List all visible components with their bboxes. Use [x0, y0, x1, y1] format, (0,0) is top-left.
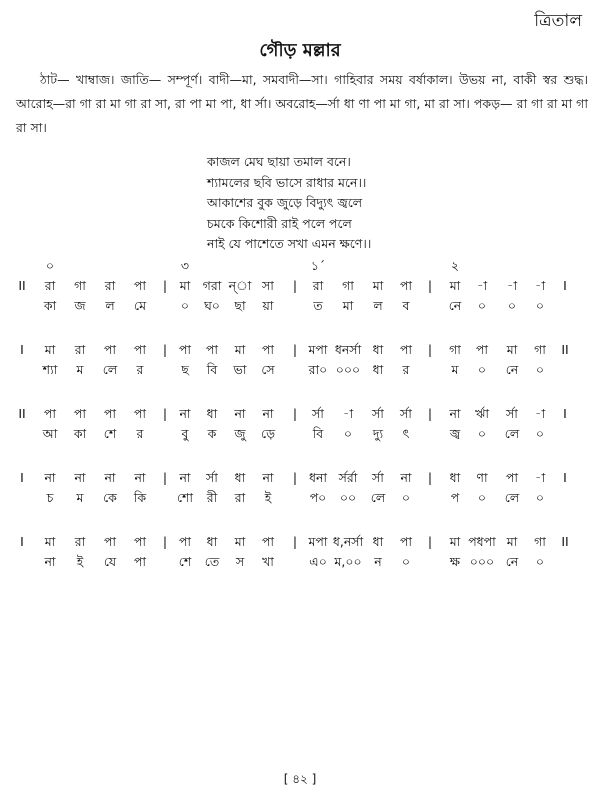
vibhag-divider: |	[162, 470, 168, 485]
vibhag-divider: |	[427, 278, 433, 293]
bol-syllable: শো	[176, 490, 194, 505]
bol-syllable: জু	[234, 426, 246, 441]
swar-note: গা	[534, 342, 546, 357]
bol-syllable: দ্যু	[372, 426, 384, 441]
bol-syllable: ০০০	[335, 362, 361, 377]
bol-syllable: র	[136, 362, 144, 377]
swar-row	[0, 342, 600, 362]
swar-row	[0, 470, 600, 490]
bol-syllable: তে	[204, 554, 220, 569]
vibhag-divider: |	[292, 278, 298, 293]
bol-syllable: চ	[46, 490, 54, 505]
swar-note: পা	[261, 534, 275, 549]
bol-syllable: বি	[312, 426, 324, 441]
swar-note: -া	[476, 278, 488, 293]
bol-syllable: নে	[505, 554, 519, 569]
bol-syllable: ব	[402, 298, 410, 313]
bol-syllable: নে	[505, 362, 519, 377]
swar-note: পা	[103, 406, 117, 421]
bol-syllable: র	[402, 362, 410, 377]
swar-note: না	[234, 406, 246, 421]
raga-description: ঠাট— খাম্বাজ। জাতি— সম্পূর্ণ। বাদী—মা, সমবাদী—সা। গাহিবার সময় বর্ষাকাল। উভয় না, বাকী স্বর শুদ্ধ। আরোহ—রা গা রা মা গা রা সা, রা পা মা পা, ধা র্সা। অবরোহ—র্সা ধা ণা পা মা গা, মা রা সা। পকড়— রা গা রা মা গা রা সা।	[16, 72, 588, 135]
vibhag-divider: |	[292, 534, 298, 549]
swar-note: পা	[178, 534, 192, 549]
bol-syllable: ভা	[233, 362, 247, 377]
swar-note: সা	[262, 278, 274, 293]
bol-syllable: ০	[535, 554, 545, 569]
swar-note: না	[262, 470, 274, 485]
swar-note: গা	[534, 534, 546, 549]
swar-note: মপা	[308, 342, 328, 357]
swar-note: মা	[372, 278, 384, 293]
bar-marker: I	[563, 278, 567, 293]
bol-syllable: র	[136, 426, 144, 441]
swar-note: মা	[234, 534, 246, 549]
swar-note: র্সা	[312, 406, 324, 421]
bol-syllable: ০	[477, 362, 487, 377]
swar-note: না	[134, 470, 146, 485]
bol-syllable: য়া	[262, 298, 274, 313]
swar-note: মা	[506, 342, 518, 357]
swar-note: না	[104, 470, 116, 485]
taal-label: ত্রিতাল	[534, 11, 582, 31]
bar-marker: II	[18, 278, 26, 293]
bol-syllable: ল	[105, 298, 115, 313]
swar-note: পা	[475, 342, 489, 357]
bol-syllable: ছা	[234, 298, 246, 313]
swar-note: ধা	[449, 470, 461, 485]
bol-syllable: ছ	[181, 362, 189, 377]
bol-syllable: ০	[535, 298, 545, 313]
lyric-line: শ্যামলের ছবি ভাসে রাধার মনে।।	[207, 174, 367, 190]
vibhag-divider: |	[292, 470, 298, 485]
swar-note: -া	[534, 278, 546, 293]
beat-marker: ১ˊ	[310, 258, 326, 273]
bol-syllable: আ	[42, 426, 58, 441]
swar-note: মা	[506, 534, 518, 549]
swar-note: পা	[133, 342, 147, 357]
bol-syllable: ০	[535, 490, 545, 505]
bol-syllable: কে	[103, 490, 117, 505]
swar-note: গা	[74, 278, 86, 293]
bol-syllable: ০	[477, 298, 487, 313]
swar-note: পা	[133, 406, 147, 421]
swar-note: না	[262, 406, 274, 421]
bol-syllable: মা	[342, 298, 354, 313]
bol-syllable: ০	[535, 362, 545, 377]
bol-syllable: লে	[102, 362, 118, 377]
lyrics-block	[207, 152, 371, 255]
swar-note: না	[400, 470, 412, 485]
bol-syllable: সে	[261, 362, 275, 377]
bar-marker: II	[561, 342, 569, 357]
bol-syllable: জ্ব	[449, 426, 461, 441]
vibhag-divider: |	[162, 406, 168, 421]
bol-syllable: ০	[343, 426, 353, 441]
swar-note: র্সা	[206, 470, 218, 485]
line-gap	[0, 516, 600, 534]
swar-note: রা	[312, 278, 324, 293]
swar-note: ন্‌া	[228, 278, 252, 293]
bol-syllable: লে	[504, 490, 520, 505]
page-number: [ ৪২ ]	[283, 772, 317, 786]
swar-note: মা	[179, 278, 191, 293]
bol-row	[0, 490, 600, 516]
bol-syllable: মে	[133, 298, 147, 313]
swar-note: পা	[133, 534, 147, 549]
bar-marker: I	[563, 406, 567, 421]
bol-syllable: কা	[43, 298, 57, 313]
bol-syllable: ন	[374, 554, 382, 569]
bol-syllable: এ০	[309, 554, 327, 569]
bol-syllable: জ	[74, 298, 86, 313]
bol-syllable: শে	[178, 554, 192, 569]
vibhag-divider: |	[427, 406, 433, 421]
bol-syllable: লে	[370, 490, 386, 505]
bar-marker: I	[20, 470, 24, 485]
bol-syllable: ০	[507, 298, 517, 313]
swar-note: ধ,নর্সা	[332, 534, 364, 549]
bol-syllable: স	[235, 554, 245, 569]
bol-syllable: শ্যা	[42, 362, 58, 377]
beat-marker: ০	[45, 258, 55, 273]
bol-syllable: যে	[103, 554, 117, 569]
swar-note: না	[449, 406, 461, 421]
vibhag-divider: |	[292, 406, 298, 421]
swar-note: র্সা	[506, 406, 518, 421]
bol-syllable: লে	[504, 426, 520, 441]
vibhag-divider: |	[427, 342, 433, 357]
swar-note: রা	[44, 278, 56, 293]
swar-note: র্সর্রা	[338, 470, 358, 485]
bol-syllable: ই	[264, 490, 272, 505]
swar-note: পা	[103, 534, 117, 549]
bol-syllable: ম	[76, 362, 84, 377]
bol-syllable: না	[44, 554, 56, 569]
swar-note: পা	[73, 406, 87, 421]
notation-table	[0, 258, 600, 580]
raga-title: গৌড় মল্লার	[259, 40, 341, 61]
bol-syllable: ০	[535, 426, 545, 441]
bol-syllable: ০০	[339, 490, 357, 505]
vibhag-divider: |	[162, 278, 168, 293]
swar-note: ণা	[476, 470, 488, 485]
swar-note: ধা	[206, 406, 218, 421]
bol-syllable: পা	[133, 554, 147, 569]
swar-note: র্ঋা	[475, 406, 489, 421]
vibhag-divider: |	[427, 470, 433, 485]
swar-note: পা	[133, 278, 147, 293]
bol-syllable: ০	[401, 554, 411, 569]
lyric-line: নাই যে পাশেতে সখা এমন ক্ষণে।।	[207, 236, 372, 251]
swar-note: পা	[178, 342, 192, 357]
bol-syllable: ল	[373, 298, 383, 313]
beat-marker: ২	[450, 258, 460, 273]
swar-note: ধনা	[308, 470, 328, 485]
swar-note: গা	[342, 278, 354, 293]
swar-note: ধা	[372, 342, 384, 357]
swar-note: পা	[399, 534, 413, 549]
swar-note: পা	[205, 342, 219, 357]
bol-syllable: নে	[448, 298, 462, 313]
swar-row	[0, 278, 600, 298]
swar-note: গা	[449, 342, 461, 357]
bol-syllable: কি	[133, 490, 147, 505]
swar-note: পা	[399, 278, 413, 293]
bol-syllable: রী	[206, 490, 218, 505]
swar-note: পা	[103, 342, 117, 357]
swar-note: পা	[505, 470, 519, 485]
vibhag-divider: |	[292, 342, 298, 357]
swar-note: মা	[234, 342, 246, 357]
swar-note: -া	[506, 278, 518, 293]
lyric-line: চমকে কিশোরী রাই পলে পলে	[207, 215, 352, 231]
line-gap	[0, 324, 600, 342]
swar-note: না	[179, 406, 191, 421]
swar-note: র্সা	[400, 406, 412, 421]
swar-note: -া	[534, 406, 546, 421]
swar-note: পধপা	[468, 534, 496, 549]
bol-row	[0, 426, 600, 452]
swar-note: -া	[342, 406, 354, 421]
swar-row	[0, 406, 600, 426]
lyric-line: কাজল মেঘ ছায়া তমাল বনে।	[207, 154, 351, 169]
swar-note: ধা	[206, 534, 218, 549]
vibhag-divider: |	[427, 534, 433, 549]
swar-note: রা	[104, 278, 116, 293]
vibhag-divider: |	[162, 342, 168, 357]
bol-syllable: ম	[451, 362, 459, 377]
bol-syllable: রা০	[308, 362, 328, 377]
bol-syllable: ই	[76, 554, 84, 569]
bol-syllable: ০০০	[469, 554, 495, 569]
bar-marker: I	[20, 534, 24, 549]
swar-note: মা	[449, 278, 461, 293]
swar-note: রা	[74, 342, 86, 357]
bol-syllable: ক্ষ	[449, 554, 461, 569]
bol-syllable: ত	[313, 298, 323, 313]
swar-note: পা	[399, 342, 413, 357]
swar-note: রা	[74, 534, 86, 549]
swar-note: পা	[43, 406, 57, 421]
swar-note: মা	[449, 534, 461, 549]
lyric-line: আকাশের বুক জুড়ে বিদ্যুৎ জ্বলে	[207, 195, 363, 210]
swar-note: ধা	[372, 534, 384, 549]
bol-syllable: প০	[309, 490, 327, 505]
bar-marker: I	[563, 470, 567, 485]
bol-syllable: ড়ে	[261, 426, 275, 441]
swar-row	[0, 534, 600, 554]
vibhag-divider: |	[162, 534, 168, 549]
swar-note: পা	[261, 342, 275, 357]
line-gap	[0, 452, 600, 470]
bol-syllable: প	[450, 490, 460, 505]
swar-note: না	[74, 470, 86, 485]
bol-syllable: ৎ	[402, 426, 410, 441]
swar-note: না	[44, 470, 56, 485]
bol-syllable: রা	[234, 490, 246, 505]
bol-syllable: ০	[180, 298, 190, 313]
bol-row	[0, 362, 600, 388]
bol-syllable: ম	[76, 490, 84, 505]
swar-note: না	[179, 470, 191, 485]
bar-marker: II	[561, 534, 569, 549]
swar-note: মা	[44, 342, 56, 357]
line-gap	[0, 388, 600, 406]
bol-syllable: ০	[477, 490, 487, 505]
swar-note: র্সা	[372, 406, 384, 421]
bar-marker: I	[20, 342, 24, 357]
bol-syllable: ০	[401, 490, 411, 505]
bol-syllable: ধা	[372, 362, 384, 377]
bol-syllable: বি	[206, 362, 218, 377]
swar-note: -া	[534, 470, 546, 485]
bol-row	[0, 554, 600, 580]
bol-syllable: বু	[181, 426, 189, 441]
bol-syllable: খা	[262, 554, 274, 569]
swar-note: মপা	[308, 534, 328, 549]
swar-note: ধনর্সা	[334, 342, 362, 357]
swar-note: ধা	[234, 470, 246, 485]
swar-note: র্সা	[372, 470, 384, 485]
bol-syllable: ঘ০	[204, 298, 220, 313]
swar-note: মা	[44, 534, 56, 549]
bol-syllable: ০	[477, 426, 487, 441]
beat-markers-row	[0, 258, 600, 278]
swar-note: গরা	[202, 278, 222, 293]
bar-marker: II	[18, 406, 26, 421]
bol-syllable: শে	[103, 426, 117, 441]
bol-syllable: ম,০০	[334, 554, 362, 569]
bol-row	[0, 298, 600, 324]
beat-marker: ৩	[180, 258, 190, 273]
bol-syllable: ক	[207, 426, 217, 441]
bol-syllable: কা	[73, 426, 87, 441]
